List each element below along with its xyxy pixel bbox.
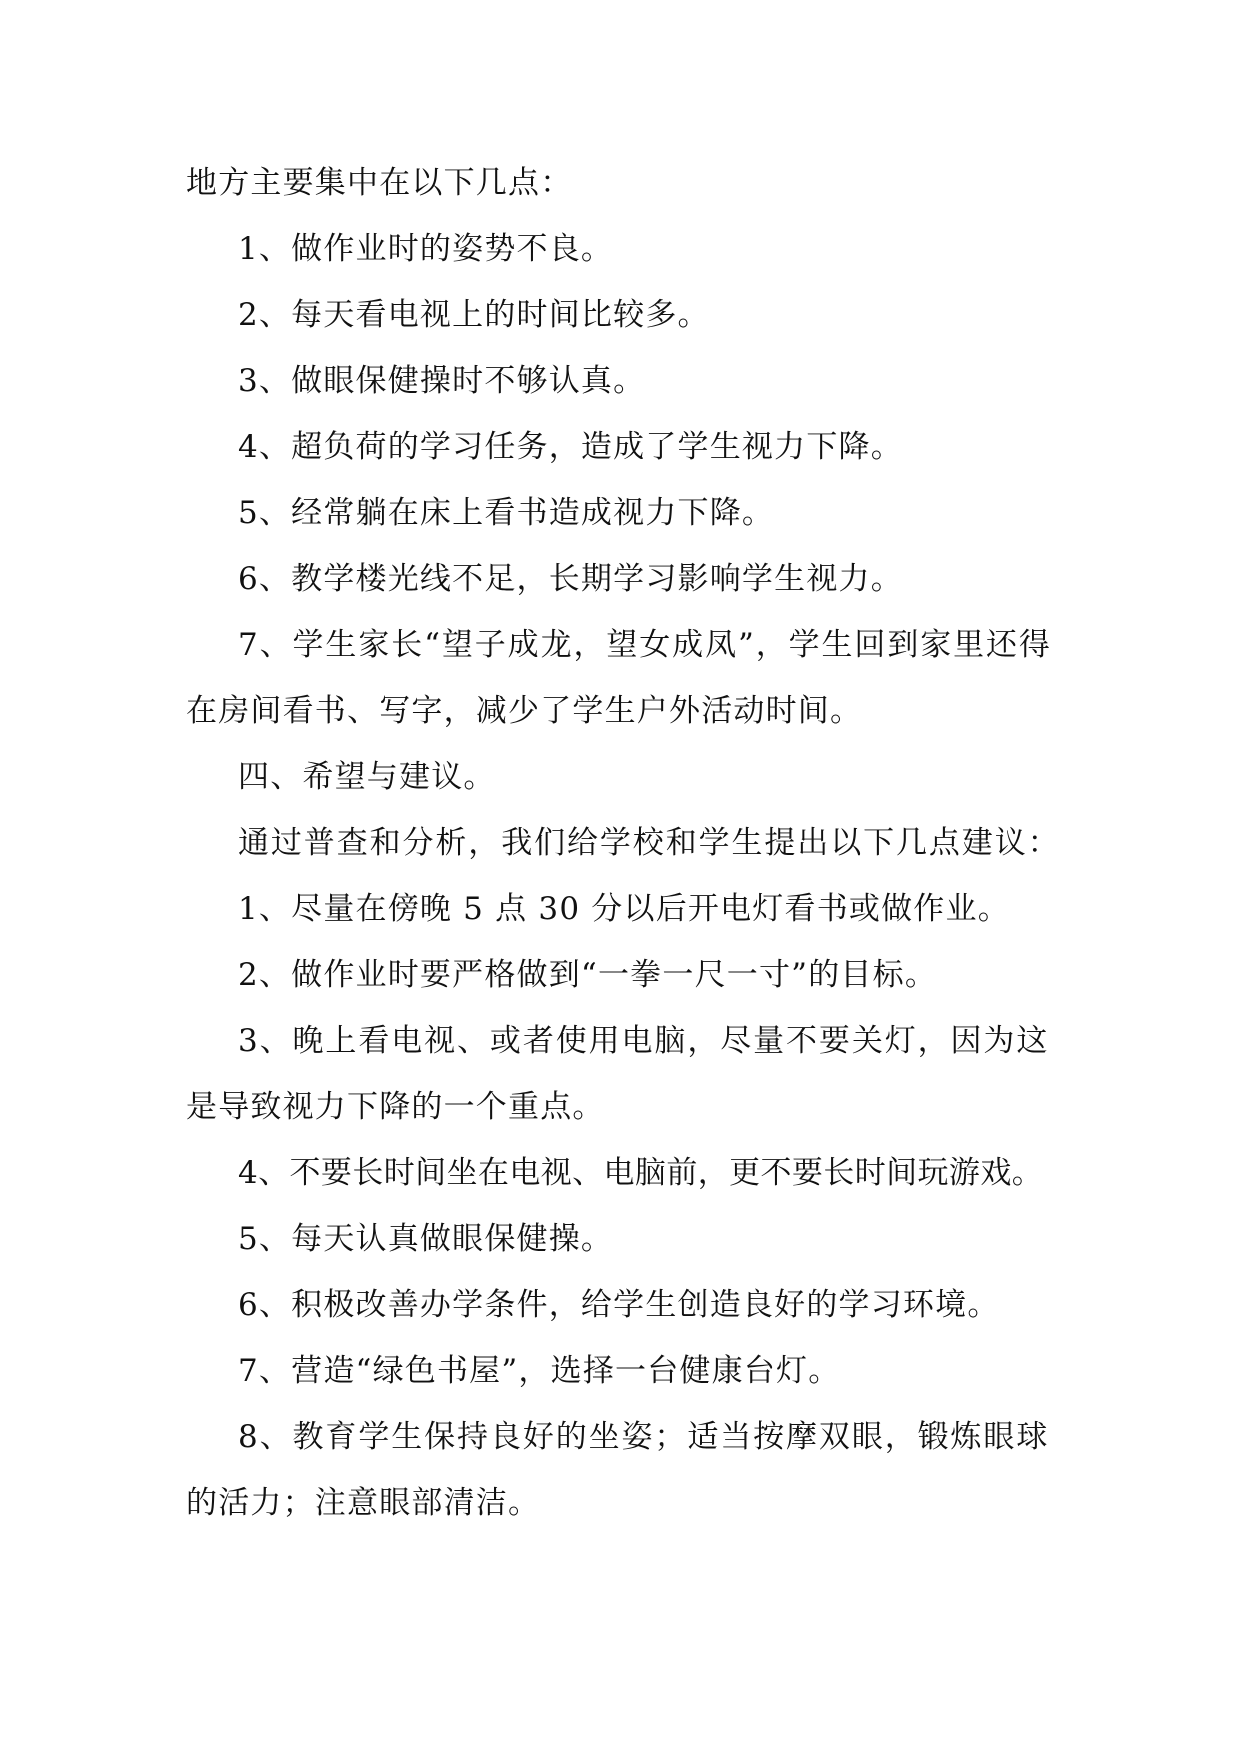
paragraph-line: 地方主要集中在以下几点： [186,165,573,201]
list-item: 3、做眼保健操时不够认真。 [238,363,646,399]
list-item: 2、每天看电视上的时间比较多。 [238,297,710,333]
list-item-continuation: 在房间看书、写字，减少了学生户外活动时间。 [186,693,863,729]
paragraph-line: 通过普查和分析，我们给学校和学生提出以下几点建议： [238,825,1061,861]
list-item: 5、每天认真做眼保健操。 [238,1221,614,1257]
list-item: 6、教学楼光线不足，长期学习影响学生视力。 [238,561,903,597]
list-item: 4、超负荷的学习任务，造成了学生视力下降。 [238,429,903,465]
list-item: 8、教育学生保持良好的坐姿；适当按摩双眼，锻炼眼球 [238,1419,1050,1455]
list-item: 6、积极改善办学条件，给学生创造良好的学习环境。 [238,1287,1000,1323]
list-item: 7、营造“绿色书屋”，选择一台健康台灯。 [238,1353,841,1389]
list-item: 4、不要长时间坐在电视、电脑前，更不要长时间玩游戏。 [238,1155,1044,1191]
list-item-continuation: 的活力；注意眼部清洁。 [186,1485,541,1521]
list-item-continuation: 是导致视力下降的一个重点。 [186,1089,605,1125]
list-item: 1、做作业时的姿势不良。 [238,231,614,267]
list-item: 7、学生家长“望子成龙，望女成凤”，学生回到家里还得 [238,627,1052,663]
section-heading: 四、希望与建议。 [238,759,496,795]
list-item: 3、晚上看电视、或者使用电脑，尽量不要关灯，因为这 [238,1023,1050,1059]
list-item: 2、做作业时要严格做到“一拳一尺一寸”的目标。 [238,957,938,993]
list-item: 5、经常躺在床上看书造成视力下降。 [238,495,775,531]
list-item: 1、尽量在傍晚 5 点 30 分以后开电灯看书或做作业。 [238,891,1010,927]
